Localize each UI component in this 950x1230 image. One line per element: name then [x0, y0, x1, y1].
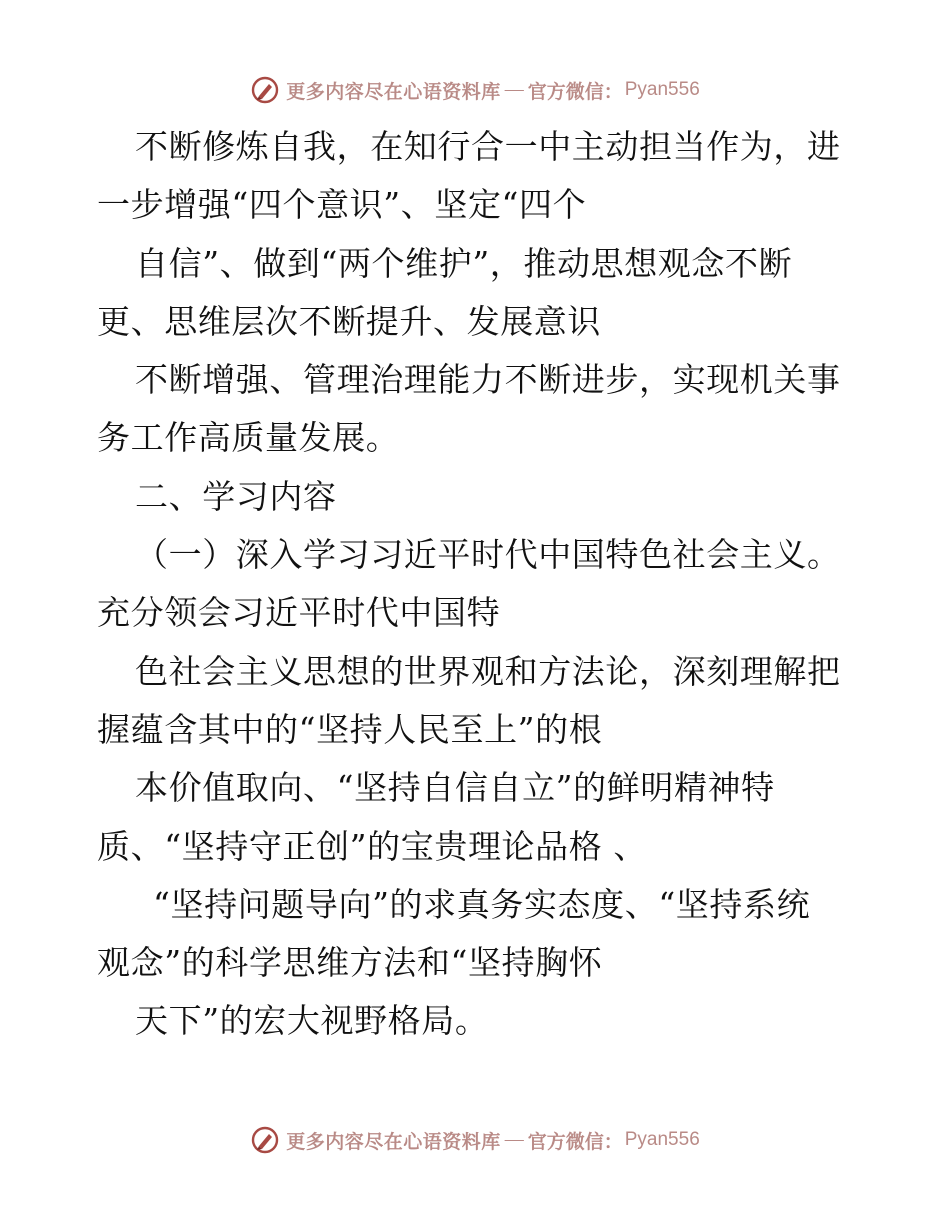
body-line: 一步增强“四个意识”、坚定“四个	[97, 185, 587, 225]
header-watermark	[0, 70, 950, 110]
body-line: 不断增强、管理治理能力不断进步，实现机关事	[135, 360, 841, 400]
footer-watermark	[0, 1120, 950, 1160]
body-line: 充分领会习近平时代中国特	[97, 593, 501, 633]
section-heading: 二、学习内容	[135, 476, 337, 516]
document-body	[97, 118, 857, 1051]
pen-logo-icon	[250, 1125, 280, 1155]
watermark-main-text: 更多内容尽在心语资料库	[286, 81, 501, 103]
pen-logo-icon	[250, 75, 280, 105]
subsection-heading: （一）深入学习习近平时代中国特色社会主义。	[135, 535, 841, 575]
watermark-sub-text: 官方微信：	[527, 1131, 623, 1153]
body-line: 自信”、做到“两个维护”，推动思想观念不断	[135, 243, 793, 283]
watermark-id: Pyan556	[624, 1129, 700, 1150]
body-line: 不断修炼自我，在知行合一中主动担当作为，进	[135, 127, 841, 166]
watermark-sub-text: 官方微信：	[527, 81, 623, 103]
watermark-dash: —	[504, 1129, 524, 1150]
body-line: 更、思维层次不断提升、发展意识	[97, 301, 601, 341]
body-line: 务工作高质量发展。	[97, 418, 400, 458]
body-line: 本价值取向、“坚持自信自立”的鲜明精神特	[135, 768, 775, 808]
body-line: 握蕴含其中的“坚持人民至上”的根	[97, 709, 603, 749]
body-line: 色社会主义思想的世界观和方法论，深刻理解把	[135, 651, 841, 691]
watermark-main-text: 更多内容尽在心语资料库	[286, 1131, 501, 1153]
body-line: 天下”的宏大视野格局。	[135, 1001, 489, 1041]
watermark-id: Pyan556	[624, 79, 700, 100]
body-line: 质、“坚持守正创”的宝贵理论品格 、	[97, 826, 648, 866]
body-line: 观念”的科学思维方法和“坚持胸怀	[97, 943, 603, 983]
watermark-dash: —	[504, 79, 524, 100]
body-line: “坚持问题导向”的求真务实态度、“坚持系统	[153, 884, 811, 924]
